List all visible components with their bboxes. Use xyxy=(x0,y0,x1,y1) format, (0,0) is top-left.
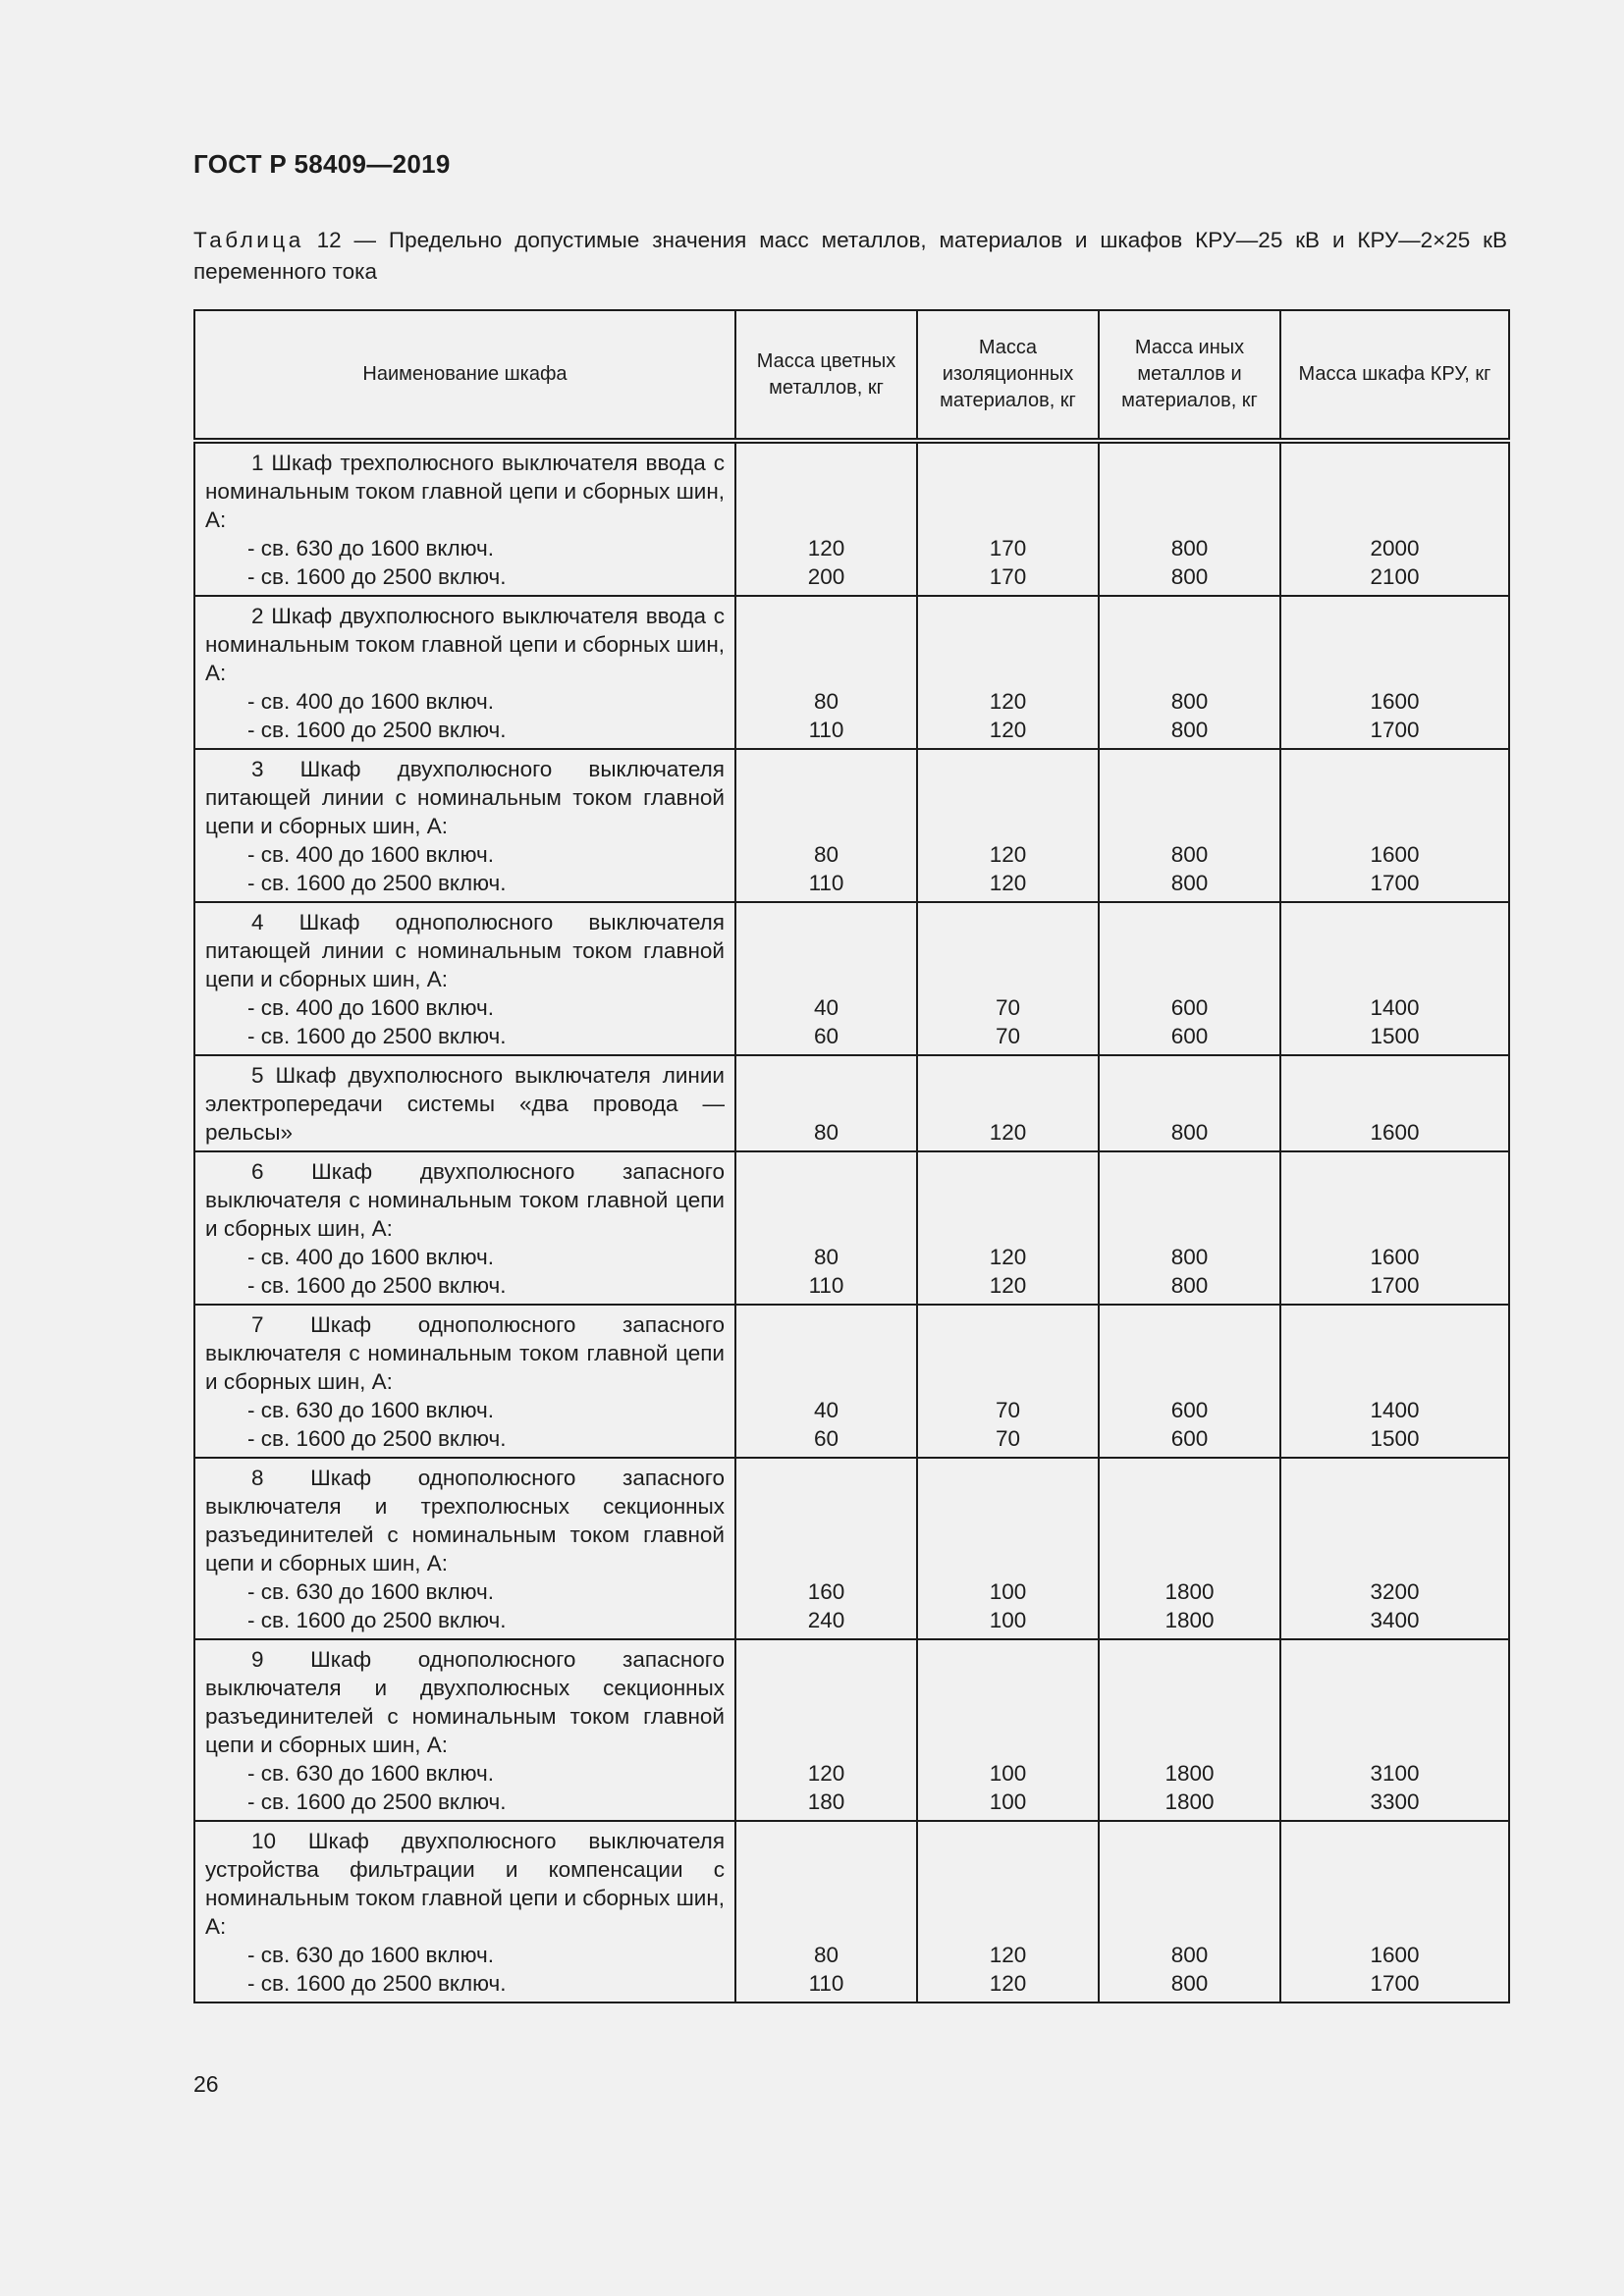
other-mass-value: 800 xyxy=(1170,1273,1209,1298)
insulation-mass-value: 70 xyxy=(995,1398,1021,1422)
current-range-item: - св. 1600 до 2500 включ. xyxy=(247,1789,507,1814)
table-row xyxy=(194,1639,1509,1821)
insulation-mass-value: 120 xyxy=(989,1245,1027,1269)
other-mass-value: 800 xyxy=(1170,1971,1209,1996)
current-range-item: - св. 1600 до 2500 включ. xyxy=(247,564,507,589)
other-mass-value: 800 xyxy=(1170,689,1209,714)
table-caption xyxy=(193,225,1507,288)
table-row xyxy=(194,1821,1509,2002)
nonferrous-mass-value: 120 xyxy=(807,1761,845,1786)
cabinet-mass-value: 3300 xyxy=(1370,1789,1420,1814)
insulation-mass-value: 70 xyxy=(995,1426,1021,1451)
insulation-mass-value: 120 xyxy=(989,842,1027,867)
cabinet-mass-cell xyxy=(1280,596,1509,749)
nonferrous-mass-value: 80 xyxy=(813,1120,839,1145)
insulation-mass-cell xyxy=(917,1458,1099,1639)
other-mass-value: 800 xyxy=(1170,1245,1209,1269)
current-range-item: - св. 1600 до 2500 включ. xyxy=(247,1426,507,1451)
cabinet-mass-cell xyxy=(1280,749,1509,902)
insulation-mass-value: 70 xyxy=(995,1024,1021,1048)
cabinet-mass-cell xyxy=(1280,1639,1509,1821)
table-row xyxy=(194,441,1509,596)
other-mass-cell xyxy=(1099,1458,1280,1639)
table-row xyxy=(194,902,1509,1055)
cabinet-mass-cell xyxy=(1280,1821,1509,2002)
current-range-item: - св. 400 до 1600 включ. xyxy=(247,1245,494,1269)
nonferrous-mass-value: 80 xyxy=(813,1943,839,1967)
nonferrous-mass-value: 180 xyxy=(807,1789,845,1814)
nonferrous-mass-value: 110 xyxy=(808,718,844,742)
cabinet-name-cell xyxy=(194,1639,735,1821)
insulation-mass-value: 100 xyxy=(989,1608,1027,1632)
cabinet-title: 2 Шкаф двухполюсного выключателя ввода с номинальным током главной цепи и сборных шин, А: xyxy=(205,604,725,685)
insulation-mass-value: 70 xyxy=(995,995,1021,1020)
insulation-mass-cell xyxy=(917,1821,1099,2002)
insulation-mass-value: 120 xyxy=(989,871,1027,895)
cabinet-mass-value: 1500 xyxy=(1370,1024,1420,1048)
other-mass-value: 800 xyxy=(1170,1120,1209,1145)
other-mass-value: 800 xyxy=(1170,536,1209,561)
cabinet-mass-cell xyxy=(1280,1458,1509,1639)
nonferrous-mass-value: 110 xyxy=(808,1273,844,1298)
current-range-item: - св. 630 до 1600 включ. xyxy=(247,1398,494,1422)
table-caption-text: 12 — Предельно допустимые значения масс металлов, материалов и шкафов КРУ—25 кВ и КРУ—2×25 кВ переменного тока xyxy=(193,228,1507,284)
cabinet-mass-cell xyxy=(1280,441,1509,596)
cabinet-mass-cell xyxy=(1280,902,1509,1055)
cabinet-name-cell xyxy=(194,1821,735,2002)
cabinet-name-cell xyxy=(194,1458,735,1639)
cabinet-mass-value: 1400 xyxy=(1370,995,1420,1020)
other-mass-cell xyxy=(1099,1055,1280,1151)
nonferrous-mass-cell xyxy=(735,596,917,749)
insulation-mass-cell xyxy=(917,1305,1099,1458)
cabinet-mass-value: 1600 xyxy=(1370,1943,1420,1967)
cabinet-mass-value: 3200 xyxy=(1370,1579,1420,1604)
other-mass-cell xyxy=(1099,902,1280,1055)
current-range-item: - св. 1600 до 2500 включ. xyxy=(247,1971,507,1996)
insulation-mass-value: 120 xyxy=(989,1943,1027,1967)
nonferrous-mass-value: 160 xyxy=(807,1579,845,1604)
nonferrous-mass-cell xyxy=(735,1305,917,1458)
current-range-item: - св. 630 до 1600 включ. xyxy=(247,1761,494,1786)
insulation-mass-cell xyxy=(917,902,1099,1055)
cabinet-title: 1 Шкаф трехполюсного выключателя ввода с номинальным током главной цепи и сборных шин, А: xyxy=(205,451,725,532)
current-range-item: - св. 400 до 1600 включ. xyxy=(247,689,494,714)
nonferrous-mass-value: 40 xyxy=(813,1398,839,1422)
nonferrous-mass-value: 200 xyxy=(807,564,845,589)
insulation-mass-value: 120 xyxy=(989,718,1027,742)
cabinet-mass-cell xyxy=(1280,1055,1509,1151)
cabinet-title: 4 Шкаф однополюсного выключателя питающей линии с номинальным током главной цепи и сборных шин, А: xyxy=(205,910,725,991)
table-body xyxy=(194,441,1509,2002)
table-caption-label: Таблица xyxy=(193,228,304,252)
cabinet-title: 5 Шкаф двухполюсного выключателя линии электропередачи системы «два провода — рельсы» xyxy=(205,1063,725,1145)
cabinet-mass-value: 1600 xyxy=(1370,842,1420,867)
cabinet-mass-cell xyxy=(1280,1305,1509,1458)
cabinet-mass-cell xyxy=(1280,1151,1509,1305)
insulation-mass-value: 100 xyxy=(989,1761,1027,1786)
insulation-mass-cell xyxy=(917,441,1099,596)
other-mass-value: 1800 xyxy=(1164,1789,1215,1814)
cabinet-mass-value: 1700 xyxy=(1370,718,1420,742)
cabinet-name-cell xyxy=(194,441,735,596)
other-mass-value: 1800 xyxy=(1164,1761,1215,1786)
nonferrous-mass-cell xyxy=(735,1151,917,1305)
nonferrous-mass-cell xyxy=(735,1639,917,1821)
insulation-mass-value: 100 xyxy=(989,1579,1027,1604)
cabinet-mass-value: 1700 xyxy=(1370,1971,1420,1996)
mass-limits-table xyxy=(193,309,1510,2003)
header-cabinet-mass: Масса шкафа КРУ, кг xyxy=(1280,310,1509,441)
insulation-mass-cell xyxy=(917,596,1099,749)
nonferrous-mass-value: 60 xyxy=(813,1024,839,1048)
cabinet-mass-value: 1700 xyxy=(1370,871,1420,895)
cabinet-mass-value: 1600 xyxy=(1370,1245,1420,1269)
cabinet-mass-value: 1700 xyxy=(1370,1273,1420,1298)
nonferrous-mass-value: 80 xyxy=(813,689,839,714)
nonferrous-mass-cell xyxy=(735,1821,917,2002)
insulation-mass-cell xyxy=(917,749,1099,902)
header-nonferrous-mass: Масса цветных металлов, кг xyxy=(735,310,917,441)
cabinet-name-cell xyxy=(194,749,735,902)
cabinet-mass-value: 1400 xyxy=(1370,1398,1420,1422)
current-range-item: - св. 1600 до 2500 включ. xyxy=(247,718,507,742)
insulation-mass-cell xyxy=(917,1151,1099,1305)
insulation-mass-cell xyxy=(917,1639,1099,1821)
table-row xyxy=(194,1305,1509,1458)
current-range-item: - св. 1600 до 2500 включ. xyxy=(247,1024,507,1048)
other-mass-value: 600 xyxy=(1170,1398,1209,1422)
insulation-mass-value: 170 xyxy=(989,564,1027,589)
header-other-mass: Масса иных металлов и материалов, кг xyxy=(1099,310,1280,441)
table-row xyxy=(194,596,1509,749)
other-mass-cell xyxy=(1099,1821,1280,2002)
cabinet-title: 7 Шкаф однополюсного запасного выключателя с номинальным током главной цепи и сборных шин, А: xyxy=(205,1312,725,1394)
insulation-mass-value: 120 xyxy=(989,1971,1027,1996)
table-row xyxy=(194,1458,1509,1639)
insulation-mass-cell xyxy=(917,1055,1099,1151)
cabinet-mass-value: 2100 xyxy=(1370,564,1420,589)
other-mass-cell xyxy=(1099,1151,1280,1305)
cabinet-title: 6 Шкаф двухполюсного запасного выключателя с номинальным током главной цепи и сборных шин, А: xyxy=(205,1159,725,1241)
header-insulation-mass: Масса изоляционных материалов, кг xyxy=(917,310,1099,441)
other-mass-value: 800 xyxy=(1170,871,1209,895)
current-range-item: - св. 400 до 1600 включ. xyxy=(247,995,494,1020)
other-mass-value: 600 xyxy=(1170,1024,1209,1048)
page-number: 26 xyxy=(193,2071,219,2097)
cabinet-mass-value: 3100 xyxy=(1370,1761,1420,1786)
current-range-item: - св. 630 до 1600 включ. xyxy=(247,1579,494,1604)
cabinet-mass-value: 3400 xyxy=(1370,1608,1420,1632)
other-mass-cell xyxy=(1099,1305,1280,1458)
nonferrous-mass-cell xyxy=(735,441,917,596)
other-mass-value: 600 xyxy=(1170,1426,1209,1451)
nonferrous-mass-value: 40 xyxy=(813,995,839,1020)
other-mass-value: 1800 xyxy=(1164,1579,1215,1604)
nonferrous-mass-value: 80 xyxy=(813,842,839,867)
cabinet-name-cell xyxy=(194,1151,735,1305)
other-mass-value: 800 xyxy=(1170,564,1209,589)
other-mass-cell xyxy=(1099,1639,1280,1821)
nonferrous-mass-value: 110 xyxy=(808,871,844,895)
cabinet-title: 8 Шкаф однополюсного запасного выключателя и трехполюсных секционных разъединителей с номинальным током главной цепи и сборных шин, А: xyxy=(205,1466,725,1575)
table-row xyxy=(194,1151,1509,1305)
nonferrous-mass-value: 80 xyxy=(813,1245,839,1269)
current-range-item: - св. 400 до 1600 включ. xyxy=(247,842,494,867)
other-mass-cell xyxy=(1099,441,1280,596)
cabinet-mass-value: 2000 xyxy=(1370,536,1420,561)
current-range-item: - св. 1600 до 2500 включ. xyxy=(247,1608,507,1632)
current-range-item: - св. 1600 до 2500 включ. xyxy=(247,1273,507,1298)
nonferrous-mass-cell xyxy=(735,902,917,1055)
nonferrous-mass-cell xyxy=(735,1055,917,1151)
other-mass-value: 800 xyxy=(1170,718,1209,742)
current-range-item: - св. 630 до 1600 включ. xyxy=(247,536,494,561)
current-range-item: - св. 630 до 1600 включ. xyxy=(247,1943,494,1967)
cabinet-name-cell xyxy=(194,596,735,749)
header-cabinet-name: Наименование шкафа xyxy=(194,310,735,441)
table-row xyxy=(194,1055,1509,1151)
other-mass-value: 600 xyxy=(1170,995,1209,1020)
other-mass-value: 1800 xyxy=(1164,1608,1215,1632)
cabinet-mass-value: 1600 xyxy=(1370,1120,1420,1145)
insulation-mass-value: 120 xyxy=(989,689,1027,714)
nonferrous-mass-cell xyxy=(735,1458,917,1639)
nonferrous-mass-value: 110 xyxy=(808,1971,844,1996)
table-header-row xyxy=(194,310,1509,441)
nonferrous-mass-value: 120 xyxy=(807,536,845,561)
cabinet-name-cell xyxy=(194,1305,735,1458)
insulation-mass-value: 120 xyxy=(989,1120,1027,1145)
current-range-item: - св. 1600 до 2500 включ. xyxy=(247,871,507,895)
other-mass-value: 800 xyxy=(1170,842,1209,867)
nonferrous-mass-value: 60 xyxy=(813,1426,839,1451)
other-mass-cell xyxy=(1099,596,1280,749)
document-header: ГОСТ Р 58409—2019 xyxy=(193,149,451,179)
cabinet-title: 10 Шкаф двухполюсного выключателя устройства фильтрации и компенсации с номинальным током главной цепи и сборных шин, А: xyxy=(205,1829,725,1939)
cabinet-title: 9 Шкаф однополюсного запасного выключателя и двухполюсных секционных разъединителей с номинальным током главной цепи и сборных шин, А: xyxy=(205,1647,725,1757)
cabinet-name-cell xyxy=(194,1055,735,1151)
nonferrous-mass-cell xyxy=(735,749,917,902)
insulation-mass-value: 100 xyxy=(989,1789,1027,1814)
table-row xyxy=(194,749,1509,902)
cabinet-mass-value: 1500 xyxy=(1370,1426,1420,1451)
other-mass-cell xyxy=(1099,749,1280,902)
cabinet-mass-value: 1600 xyxy=(1370,689,1420,714)
cabinet-title: 3 Шкаф двухполюсного выключателя питающей линии с номинальным током главной цепи и сборных шин, А: xyxy=(205,757,725,838)
insulation-mass-value: 120 xyxy=(989,1273,1027,1298)
other-mass-value: 800 xyxy=(1170,1943,1209,1967)
cabinet-name-cell xyxy=(194,902,735,1055)
insulation-mass-value: 170 xyxy=(989,536,1027,561)
nonferrous-mass-value: 240 xyxy=(807,1608,845,1632)
